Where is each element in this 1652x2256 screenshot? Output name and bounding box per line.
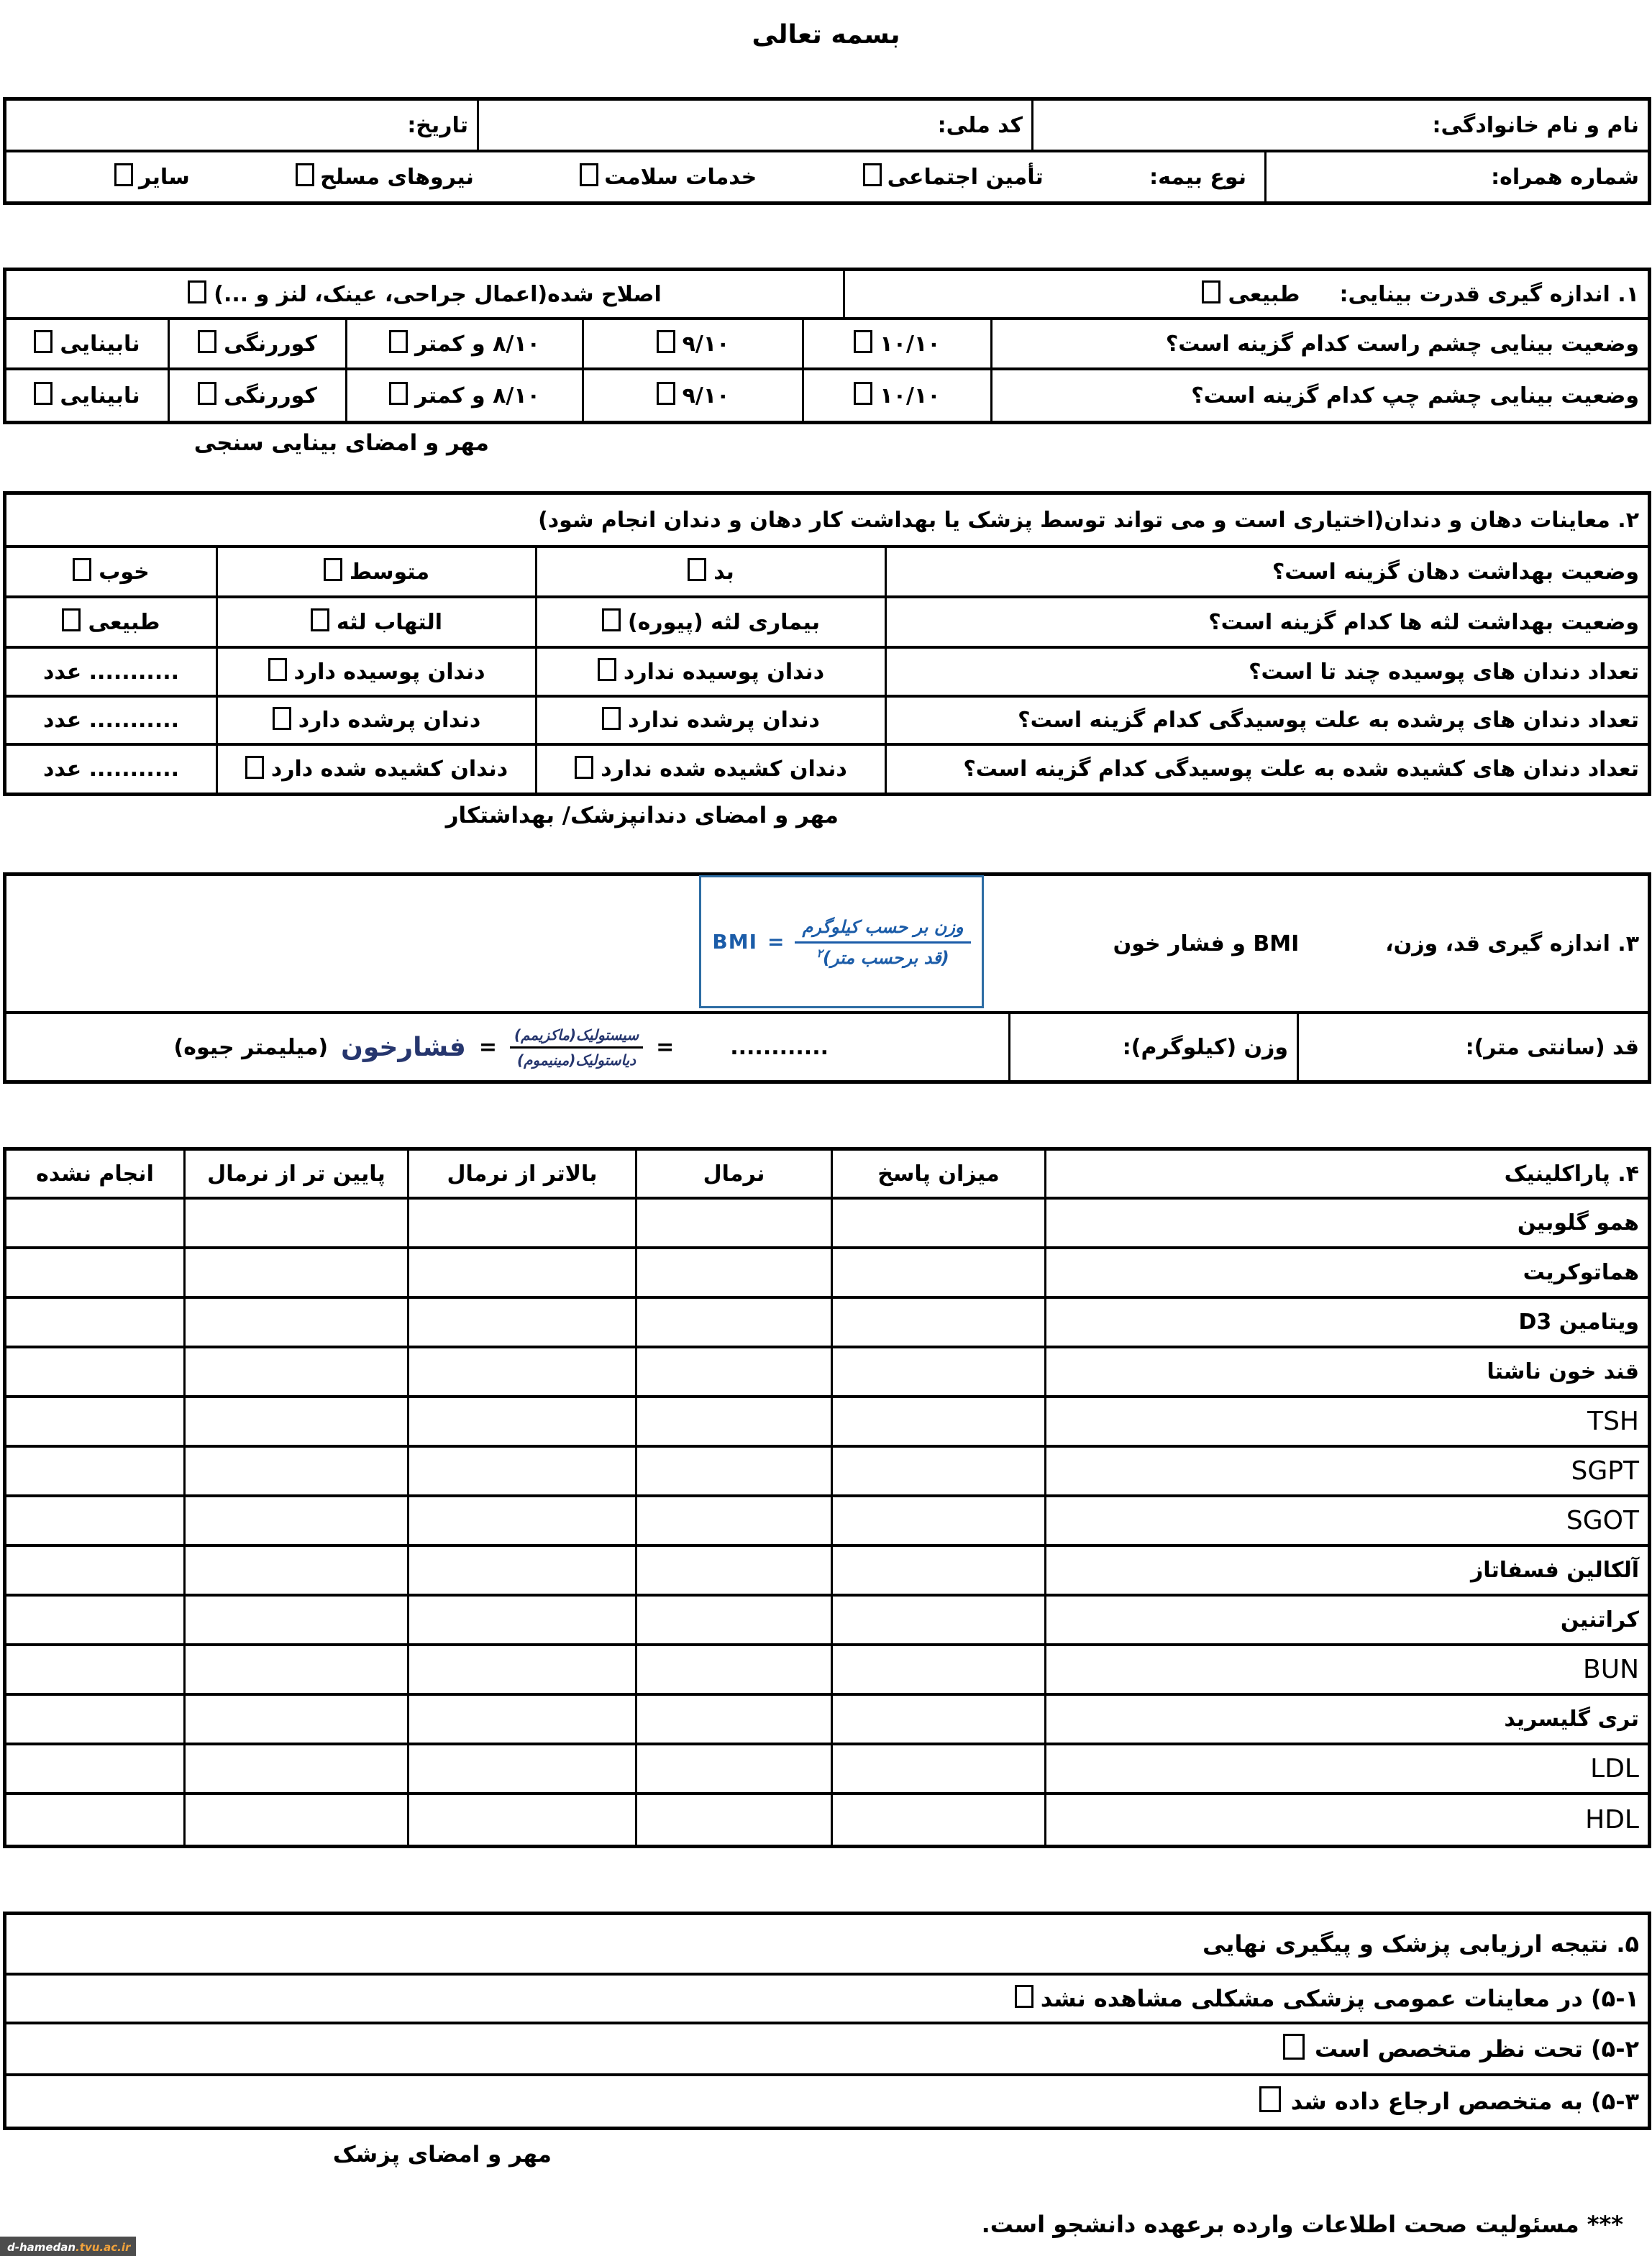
result-cell[interactable] <box>6 1745 183 1792</box>
table-row <box>6 152 1648 201</box>
result-cell[interactable] <box>6 1200 183 1246</box>
final-item-label: ۵-۳) به متخصص ارجاع داده شد <box>1290 2088 1639 2115</box>
result-cell[interactable] <box>6 1646 183 1693</box>
no-decayed-teeth <box>535 649 885 695</box>
result-cell[interactable] <box>407 1448 635 1494</box>
result-cell[interactable] <box>831 1696 1044 1743</box>
result-cell[interactable] <box>183 1795 407 1845</box>
checkbox-left-eye-colorblind[interactable] <box>198 382 216 405</box>
option-label: ۱۰/۱۰ <box>880 331 941 357</box>
test-name-ldl: LDL <box>1044 1745 1648 1792</box>
vision-corrected-label: اصلاح شده(اعمال جراحی، عینک، لنز و ...) <box>214 281 662 307</box>
final-item-no-problem <box>6 1976 1648 2022</box>
bmi-denominator-text: (قد برحسب متر) <box>822 948 949 968</box>
table-row <box>6 598 1648 649</box>
filled-teeth-question: تعداد دندان های پرشده به علت پوسیدگی کدام گزینه است؟ <box>885 698 1648 743</box>
gum-question: وضعیت بهداشت لثه ها کدام گزینه است؟ <box>885 598 1648 646</box>
result-cell[interactable] <box>407 1398 635 1445</box>
result-cell[interactable] <box>831 1597 1044 1643</box>
checkbox-no-extracted-teeth[interactable] <box>575 756 593 779</box>
extracted-count-field[interactable]: ........... عدد <box>42 757 180 782</box>
checkbox-right-eye-blind[interactable] <box>34 330 53 353</box>
result-cell[interactable] <box>635 1547 831 1594</box>
result-cell[interactable] <box>635 1646 831 1693</box>
result-cell[interactable] <box>831 1348 1044 1395</box>
table-row <box>6 320 1648 370</box>
checkbox-right-eye-9-10[interactable] <box>657 330 675 353</box>
result-cell[interactable] <box>407 1547 635 1594</box>
result-cell[interactable] <box>635 1299 831 1346</box>
result-cell[interactable] <box>6 1795 183 1845</box>
right-eye-10-10 <box>802 320 990 367</box>
table-row <box>6 1547 1648 1597</box>
bmi-formula-label: BMI <box>712 930 757 954</box>
table-row <box>6 1696 1648 1745</box>
checkbox-insurance-niroohaye-mosallah[interactable] <box>296 163 314 186</box>
result-cell[interactable] <box>6 1398 183 1445</box>
height-field[interactable]: قد (سانتی متر): <box>1297 1014 1648 1080</box>
checkbox-no-decayed-teeth[interactable] <box>598 658 616 681</box>
result-cell[interactable] <box>407 1745 635 1792</box>
table-row <box>6 2076 1648 2127</box>
oral-medium <box>216 548 535 595</box>
bp-unit-label: (میلیمتر جیوه) <box>173 1034 329 1060</box>
option-label: دندان پرشده ندارد <box>628 708 820 733</box>
result-cell[interactable] <box>6 1348 183 1395</box>
checkbox-has-filled-teeth[interactable] <box>273 707 291 730</box>
result-cell[interactable] <box>6 1597 183 1643</box>
table-row <box>6 1448 1648 1497</box>
bmi-section-title: ۳. اندازه گیری قد، وزن، <box>1385 931 1639 956</box>
column-header-above-normal: بالاتر از نرمال <box>407 1151 635 1197</box>
result-cell[interactable] <box>6 1448 183 1494</box>
result-cell[interactable] <box>831 1398 1044 1445</box>
table-row <box>6 649 1648 698</box>
checkbox-oral-good[interactable] <box>73 558 91 581</box>
checkbox-left-eye-9-10[interactable] <box>657 382 675 405</box>
bmi-numerator-label: وزن بر حسب کیلوگرم <box>795 915 970 944</box>
result-cell[interactable] <box>407 1348 635 1395</box>
left-eye-10-10 <box>802 370 990 421</box>
result-cell[interactable] <box>183 1745 407 1792</box>
vision-right-eye-question: وضعیت بینایی چشم راست کدام گزینه است؟ <box>990 320 1648 367</box>
result-cell[interactable] <box>407 1646 635 1693</box>
vision-left-eye-question: وضعیت بینایی چشم چپ کدام گزینه است؟ <box>990 370 1648 421</box>
national-code-field[interactable]: کد ملی: <box>477 101 1031 150</box>
vision-table <box>3 268 1651 424</box>
option-label: ۱۰/۱۰ <box>880 383 941 408</box>
bp-value-field[interactable]: ............ <box>730 1034 829 1060</box>
result-cell[interactable] <box>831 1795 1044 1845</box>
checkbox-left-eye-blind[interactable] <box>34 382 53 405</box>
table-row <box>6 548 1648 598</box>
result-cell[interactable] <box>183 1597 407 1643</box>
gum-normal <box>6 598 216 646</box>
option-label: ۹/۱۰ <box>682 383 730 408</box>
test-name-creatinine: کراتنین <box>1044 1597 1648 1643</box>
checkbox-vision-corrected[interactable] <box>188 280 206 303</box>
gum-disease <box>535 598 885 646</box>
option-label: نابینایی <box>60 383 140 408</box>
decayed-count-field[interactable]: ........... عدد <box>42 659 180 685</box>
table-row <box>6 101 1648 152</box>
bmi-denominator-label <box>795 944 970 968</box>
result-cell[interactable] <box>635 1448 831 1494</box>
result-cell[interactable] <box>831 1497 1044 1544</box>
decayed-teeth-question: تعداد دندان های پوسیده چند تا است؟ <box>885 649 1648 695</box>
result-cell[interactable] <box>183 1299 407 1346</box>
bmi-section-subtitle: BMI و فشار خون <box>1113 931 1300 956</box>
vision-corrected-cell <box>6 271 843 317</box>
insurance-type-label: نوع بیمه: <box>1149 164 1246 190</box>
result-cell[interactable] <box>831 1299 1044 1346</box>
option-label: ۸/۱۰ و کمتر <box>415 383 540 408</box>
option-label: خدمات سلامت <box>604 164 757 190</box>
left-eye-9-10 <box>582 370 802 421</box>
table-row <box>6 1597 1648 1646</box>
option-label: کوررنگی <box>224 331 317 357</box>
final-item-label: ۵-۲) تحت نظر متخصص است <box>1314 2035 1639 2063</box>
dentist-stamp-label: مهر و امضای دندانپزشک/ بهداشتکار <box>445 803 839 828</box>
result-cell[interactable] <box>6 1547 183 1594</box>
option-label: طبیعی <box>88 609 160 635</box>
result-cell[interactable] <box>407 1696 635 1743</box>
checkbox-insurance-tamin-ejtemaei[interactable] <box>863 163 882 186</box>
final-item-referred <box>6 2076 1648 2127</box>
page-title: بسمه تعالی <box>752 20 900 50</box>
checkbox-left-eye-10-10[interactable] <box>854 382 872 405</box>
column-header-below-normal: پایین تر از نرمال <box>183 1151 407 1197</box>
checkbox-has-decayed-teeth[interactable] <box>268 658 287 681</box>
right-eye-colorblind <box>168 320 345 367</box>
table-row <box>6 1646 1648 1696</box>
checkbox-gum-normal[interactable] <box>62 608 81 631</box>
result-cell[interactable] <box>635 1497 831 1544</box>
result-cell[interactable] <box>183 1348 407 1395</box>
result-cell[interactable] <box>183 1249 407 1296</box>
result-cell[interactable] <box>831 1200 1044 1246</box>
checkbox-oral-medium[interactable] <box>324 558 342 581</box>
vision-section-title: ۱. اندازه گیری قدرت بینایی: <box>1339 281 1639 307</box>
result-cell[interactable] <box>183 1547 407 1594</box>
result-cell[interactable] <box>635 1795 831 1845</box>
table-row <box>6 746 1648 793</box>
column-header-normal: نرمال <box>635 1151 831 1197</box>
test-name-fasting-blood-sugar: قند خون ناشتا <box>1044 1348 1648 1395</box>
watermark-badge <box>0 2237 136 2256</box>
insurance-option-tamin <box>863 163 1044 191</box>
final-item-under-specialist <box>6 2024 1648 2073</box>
checkbox-no-problem-observed[interactable] <box>1015 1985 1033 2008</box>
option-label: سایر <box>139 164 190 190</box>
checkbox-under-specialist-care[interactable] <box>1283 2034 1305 2060</box>
option-label: دندان پرشده دارد <box>298 708 481 733</box>
test-name-alkaline-phosphatase: آلکالین فسفاتاز <box>1044 1547 1648 1594</box>
option-label: دندان پوسیده دارد <box>293 659 485 685</box>
result-cell[interactable] <box>407 1497 635 1544</box>
option-label: نابینایی <box>60 331 140 357</box>
no-extracted-teeth <box>535 746 885 793</box>
option-label: ۸/۱۰ و کمتر <box>415 331 540 357</box>
result-cell[interactable] <box>6 1497 183 1544</box>
result-cell[interactable] <box>183 1497 407 1544</box>
watermark-site-name: d-hamedan <box>7 2240 76 2254</box>
checkbox-right-eye-8-10-less[interactable] <box>389 330 408 353</box>
fullname-field[interactable]: نام و نام خانوادگی: <box>1031 101 1648 150</box>
result-cell[interactable] <box>407 1597 635 1643</box>
table-row <box>6 698 1648 746</box>
result-cell[interactable] <box>183 1448 407 1494</box>
table-row <box>6 495 1648 548</box>
vision-natural-row <box>843 271 1648 317</box>
left-eye-colorblind <box>168 370 345 421</box>
watermark-site-domain: .tvu.ac.ir <box>76 2240 131 2254</box>
checkbox-gum-inflammation[interactable] <box>311 608 329 631</box>
footer-note: *** مسئولیت صحت اطلاعات وارده برعهده دانشجو است. <box>981 2211 1623 2238</box>
option-label: التهاب لثه <box>336 609 443 635</box>
dental-table <box>3 491 1651 796</box>
column-header-response: میزان پاسخ <box>831 1151 1044 1197</box>
option-label: دندان کشیده شده دارد <box>270 757 508 782</box>
table-row <box>6 1497 1648 1547</box>
optometrist-stamp-label: مهر و امضای بینایی سنجی <box>193 430 489 456</box>
test-name-tsh: TSH <box>1044 1398 1648 1445</box>
bp-systolic-label: سیستولیک(ماکزیمم) <box>510 1026 643 1049</box>
no-filled-teeth <box>535 698 885 743</box>
test-name-hemoglobin: همو گلوبین <box>1044 1200 1648 1246</box>
bmi-formula-equals: = <box>767 930 785 954</box>
table-row <box>6 1745 1648 1795</box>
physician-stamp-label: مهر و امضای پزشک <box>332 2142 552 2168</box>
has-filled-teeth <box>216 698 535 743</box>
bp-diastolic-label: دیاستولیک(مینیموم) <box>516 1051 636 1069</box>
table-row <box>6 1348 1648 1398</box>
option-label: بد <box>713 559 734 585</box>
dental-section-title: ۲. معاینات دهان و دندان(اختیاری است و می تواند توسط پزشک یا بهداشت کار دهان و دندان انجام شود) <box>538 507 1639 533</box>
bp-fraction <box>510 1026 643 1069</box>
result-cell[interactable] <box>831 1745 1044 1792</box>
result-cell[interactable] <box>831 1547 1044 1594</box>
result-cell[interactable] <box>635 1200 831 1246</box>
bp-equals-2: = <box>478 1034 497 1060</box>
table-header-row <box>6 1151 1648 1200</box>
test-name-hdl: HDL <box>1044 1795 1648 1845</box>
result-cell[interactable] <box>831 1249 1044 1296</box>
bmi-fraction <box>795 915 970 968</box>
column-header-not-done: انجام نشده <box>36 1161 154 1187</box>
gum-inflammation <box>216 598 535 646</box>
result-cell[interactable] <box>831 1448 1044 1494</box>
checkbox-no-filled-teeth[interactable] <box>602 707 621 730</box>
table-row <box>6 1795 1648 1845</box>
oral-hygiene-question: وضعیت بهداشت دهان گزینه است؟ <box>885 548 1648 595</box>
result-cell[interactable] <box>407 1200 635 1246</box>
table-row <box>6 370 1648 421</box>
checkbox-right-eye-colorblind[interactable] <box>198 330 216 353</box>
bp-equals: = <box>656 1034 675 1060</box>
result-cell[interactable] <box>183 1696 407 1743</box>
table-row <box>6 2024 1648 2076</box>
checkbox-insurance-other[interactable] <box>114 163 133 186</box>
option-label: بیماری لثه (پیوره) <box>628 609 820 635</box>
bmi-formula-box <box>699 875 984 1008</box>
insurance-option-other <box>114 163 190 191</box>
option-label: خوب <box>99 559 150 585</box>
test-name-triglyceride: تری گلیسرید <box>1044 1696 1648 1743</box>
test-name-bun: BUN <box>1044 1646 1648 1693</box>
left-eye-8-10-less <box>345 370 582 421</box>
table-row <box>6 1200 1648 1249</box>
result-cell[interactable] <box>407 1299 635 1346</box>
filled-count-field[interactable]: ........... عدد <box>42 708 180 733</box>
result-cell[interactable] <box>635 1597 831 1643</box>
result-cell[interactable] <box>635 1696 831 1743</box>
oral-good <box>6 548 216 595</box>
oral-bad <box>535 548 885 595</box>
checkbox-insurance-khadamat-salamat[interactable] <box>580 163 598 186</box>
insurance-option-khadamat <box>580 163 757 191</box>
test-name-sgpt: SGPT <box>1044 1448 1648 1494</box>
result-cell[interactable] <box>183 1398 407 1445</box>
has-decayed-teeth <box>216 649 535 695</box>
weight-field[interactable]: وزن (کیلوگرم): <box>1008 1014 1297 1080</box>
right-eye-blind <box>6 320 168 367</box>
result-cell[interactable] <box>183 1646 407 1693</box>
mobile-field[interactable]: شماره همراه: <box>1264 152 1648 201</box>
result-cell[interactable] <box>6 1696 183 1743</box>
result-cell[interactable] <box>635 1249 831 1296</box>
option-label: دندان کشیده شده ندارد <box>601 757 847 782</box>
checkbox-vision-natural[interactable] <box>1202 280 1220 303</box>
table-row <box>6 1299 1648 1348</box>
vision-natural-label: طبیعی <box>1228 281 1300 307</box>
result-cell[interactable] <box>6 1299 183 1346</box>
final-section-title: ۵. نتیجه ارزیابی پزشک و پیگیری نهایی <box>1203 1930 1639 1958</box>
result-cell[interactable] <box>407 1795 635 1845</box>
result-cell[interactable] <box>407 1249 635 1296</box>
paraclinic-section-title: ۴. پاراکلینیک <box>1044 1151 1648 1197</box>
table-row <box>6 1014 1648 1080</box>
option-label: ۹/۱۰ <box>682 331 730 357</box>
left-eye-blind <box>6 370 168 421</box>
checkbox-referred-to-specialist[interactable] <box>1259 2086 1281 2112</box>
extracted-teeth-question: تعداد دندان های کشیده شده به علت پوسیدگی کدام گزینه است؟ <box>885 746 1648 793</box>
table-row <box>6 271 1648 320</box>
table-row <box>6 1249 1648 1299</box>
checkbox-right-eye-10-10[interactable] <box>854 330 872 353</box>
checkbox-has-extracted-teeth[interactable] <box>245 756 264 779</box>
option-label: کوررنگی <box>224 383 317 408</box>
result-cell[interactable] <box>635 1348 831 1395</box>
final-item-label: ۵-۱) در معاینات عمومی پزشکی مشکلی مشاهده نشد <box>1040 1985 1639 2012</box>
date-field[interactable]: تاریخ: <box>407 112 468 138</box>
insurance-type-row <box>6 152 1264 201</box>
result-cell[interactable] <box>6 1249 183 1296</box>
right-eye-9-10 <box>582 320 802 367</box>
table-row <box>6 1398 1648 1448</box>
option-label: دندان پوسیده ندارد <box>623 659 825 685</box>
right-eye-8-10-less <box>345 320 582 367</box>
checkbox-oral-bad[interactable] <box>688 558 706 581</box>
checkbox-left-eye-8-10-less[interactable] <box>389 382 408 405</box>
test-name-hematocrit: هماتوکریت <box>1044 1249 1648 1296</box>
result-cell[interactable] <box>831 1646 1044 1693</box>
checkbox-gum-disease[interactable] <box>602 608 621 631</box>
has-extracted-teeth <box>216 746 535 793</box>
option-label: تأمین اجتماعی <box>887 164 1044 190</box>
blood-pressure-cell <box>6 1014 1008 1080</box>
option-label: نیروهای مسلح <box>320 164 474 190</box>
test-name-vitamin-d3: ویتامین D3 <box>1044 1299 1648 1346</box>
bp-word-label: فشارخون <box>341 1032 466 1062</box>
bmi-exponent: ۲ <box>816 946 823 960</box>
test-name-sgot: SGOT <box>1044 1497 1648 1544</box>
table-header-row <box>6 1915 1648 1976</box>
paraclinic-table <box>3 1147 1651 1848</box>
identity-table <box>3 97 1651 205</box>
final-evaluation-table <box>3 1912 1651 2130</box>
option-label: متوسط <box>349 559 430 585</box>
result-cell[interactable] <box>635 1745 831 1792</box>
result-cell[interactable] <box>635 1398 831 1445</box>
insurance-option-mosallah <box>296 163 474 191</box>
table-row <box>6 1976 1648 2024</box>
result-cell[interactable] <box>183 1200 407 1246</box>
